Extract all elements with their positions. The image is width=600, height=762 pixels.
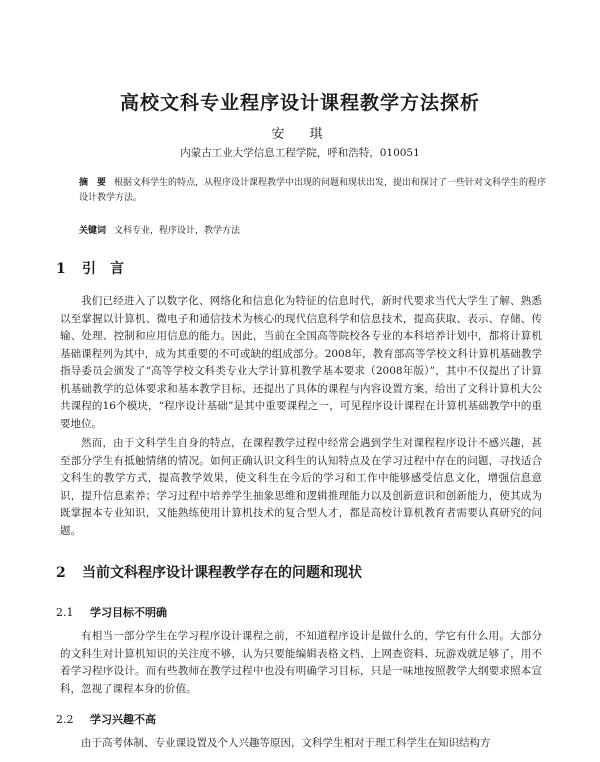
keywords <box>79 223 549 236</box>
subsection-2-2-heading <box>56 711 156 727</box>
subsection-2-1-paragraph: 有相当一部分学生在学习程序设计课程之前，不知道程序设计是做什么的，学它有什么用。大部分的文科生对计算机知识的关注度不够，认为只要能编辑表格文档、上网查资料、玩游戏就足够了，用不着学习程序设计。而有些教师在教学过程中也没有明确学习目标，只是一味地按照教学大纲要求照本宣科，忽视了课程本身的价值。 <box>60 630 542 695</box>
subsection-2-1-heading <box>56 604 167 620</box>
section-1-title: 引 言 <box>82 261 124 277</box>
abstract <box>79 176 549 206</box>
section-1-heading <box>56 258 124 278</box>
keywords-label: 关键词 <box>79 226 107 236</box>
subsection-2-2-number: 2.2 <box>56 713 74 726</box>
author-name: 安 琪 <box>271 127 329 142</box>
section-1-paragraph-2: 然而，由于文科学生自身的特点，在课程教学过程中经常会遇到学生对课程程序设计不感兴趣，甚至部分学生有抵触情绪的情况。如何正确认识文科生的认知特点及在学习过程中存在的问题，寻找适合文科生的教学方式，提高教学效果，使文科生在今后的学习和工作中能够感受信息文化，增强信息意识，提升信息素养；学习过程中培养学生抽象思维和逻辑推理能力以及创新意识和创新能力，使其成为既掌握本专业知识，又能熟练使用计算机技术的复合型人才，都是高校计算机教育者需要认真研究的问题。 <box>60 437 542 537</box>
subsection-2-1-number: 2.1 <box>56 606 74 619</box>
section-2-heading <box>56 562 362 582</box>
section-1-paragraph-1: 我们已经进入了以数字化、网络化和信息化为特征的信息时代，新时代要求当代大学生了解、熟悉以至掌握以计算机、微电子和通信技术为核心的现代信息科学和信息技术，提高获取、表示、存储、传输、处理、控制和应用信息的能力。因此，当前在全国高等院校各专业的本科培养计划中，都将计算机基础课程列为其中，成为其重要的不可或缺的组成部分。2008年，教育部高等学校文科计算机基础教学指导委员会颁发了“高等学校文科类专业大学计算机教学基本要求（2008年版）”，其中不仅提出了计算机基础教学的总体要求和基本教学目标，还提出了具体的课程与内容设置方案，给出了文科计算机大公共课程的16个模块，“程序设计基础”是其中重要课程之一，可见程序设计课程在计算机基础教学中的重要地位。 <box>60 295 542 430</box>
abstract-label: 摘 要 <box>79 178 107 188</box>
subsection-2-2-title: 学习兴趣不高 <box>90 713 156 726</box>
section-2-number: 2 <box>56 565 66 581</box>
paper-title: 高校文科专业程序设计课程教学方法探析 <box>119 92 480 114</box>
abstract-text: 根据文科学生的特点，从程序设计课程教学中出现的问题和现状出发，提出和探讨了一些针对文科学生的程序设计教学方法。 <box>79 178 547 203</box>
author-affiliation: 内蒙古工业大学信息工程学院，呼和浩特，010051 <box>180 147 420 159</box>
subsection-2-1-title: 学习目标不明确 <box>90 606 167 619</box>
section-2-title: 当前文科程序设计课程教学存在的问题和现状 <box>82 565 362 581</box>
subsection-2-2-paragraph: 由于高考体制、专业课设置及个人兴趣等原因，文科学生相对于理工科学生在知识结构方 <box>81 737 491 749</box>
keywords-text: 文科专业，程序设计，教学方法 <box>114 226 241 236</box>
section-1-number: 1 <box>56 261 66 277</box>
